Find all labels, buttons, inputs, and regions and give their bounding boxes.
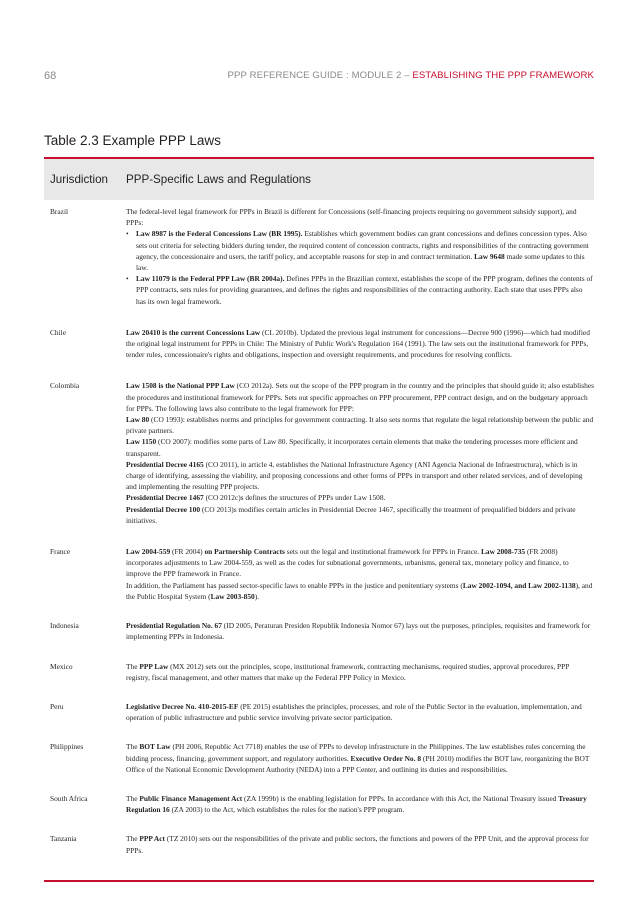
- law-name: Law 2008-735: [480, 547, 526, 557]
- jurisdiction-cell: Tanzania: [50, 834, 77, 844]
- law-text: (ZA 1999b) is the enabling legislation for PPPs. In accordance with this Act, the National Treasury issued: [242, 793, 559, 803]
- laws-cell: [126, 701, 594, 723]
- table-row: [44, 827, 594, 865]
- law-name: PPP Law: [139, 661, 169, 671]
- law-name: Presidential Decree 1467: [126, 493, 204, 503]
- law-text: (ID 2005, Peraturan Presiden Republik Indonesia Nomor 67) lays out the purposes, principles, requisites and framework for implementing PPPs in Indonesia.: [126, 621, 591, 642]
- law-paragraph: [126, 833, 594, 855]
- law-paragraph: [126, 327, 594, 361]
- law-name: Law 9648: [474, 251, 505, 261]
- laws-cell: [126, 793, 594, 815]
- law-name: Public Finance Management Act: [139, 793, 243, 803]
- law-name: PPP Act: [139, 834, 165, 844]
- table-body: [44, 200, 594, 866]
- table-row: [44, 540, 594, 614]
- law-text: The: [126, 834, 140, 844]
- law-text: (CL 2010b). Updated the previous legal instrument for concessions—Decree 900 (1996)—which had modified the original legal instrument for PPPs in Chile: The Ministry of Public Work's Regulation 164 (1991). The law sets out the institutional framework for PPPs, tender rules, concessionaire's rights and obligations, inspection and oversight requirements, and procedures for resolving conflicts.: [126, 327, 590, 360]
- jurisdiction-cell: Peru: [50, 701, 64, 711]
- table-row: [44, 787, 594, 827]
- table-row: [44, 655, 594, 695]
- laws-cell: [126, 327, 594, 361]
- law-text: Establishes which government bodies can grant concessions and defines concession types. Also sets out criteria for selecting bidders during tender, the required content of concession contracts, rights and responsibilities of the contracting government agency, the concessionaire and users, the tariff policy, and acceptable reasons for step in and contract termination.: [136, 229, 589, 261]
- law-paragraph: [126, 414, 594, 436]
- jurisdiction-cell: Chile: [50, 327, 67, 337]
- law-name: Law 2002-1094, and Law 2002-1138: [462, 580, 576, 590]
- law-name: Law 80: [126, 415, 150, 425]
- law-text: (CO 2013)s modifies certain articles in Presidential Decree 1467, specifically the treatment of prequalified bidders and private initiatives.: [126, 504, 576, 525]
- table-row: [44, 374, 594, 540]
- table-header-row: [44, 159, 594, 200]
- law-text: (CO 2007): modifies some parts of Law 80. Specifically, it incorporates certain elements that make the tendering processes more efficient and transparent.: [126, 437, 578, 458]
- law-name: Presidential Decree 100: [126, 504, 201, 514]
- laws-cell: [126, 380, 594, 526]
- law-text: The: [126, 793, 140, 803]
- laws-cell: [126, 833, 594, 855]
- law-text: (ZA 2003) to the Act, which establishes the rules for the nation's PPP program.: [169, 805, 405, 815]
- law-name: Law 1508 is the National PPP Law: [126, 381, 235, 391]
- table-bottom-rule: [44, 880, 594, 882]
- bullet-icon: •: [126, 274, 129, 284]
- running-head-prefix: PPP REFERENCE GUIDE : MODULE 2 –: [227, 70, 413, 81]
- law-text: (CO 2011), in article 4, establishes the National Infrastructure Agency (ANI Agencia Nacional de Infraestructura), which is in charge of identifying, assessing the viability, and proposing concessions and other forms of PPPs in transport and other related services, and of developing and implementing the resulting PPP projects.: [126, 459, 583, 492]
- laws-table: [44, 157, 594, 882]
- law-text: The: [126, 661, 140, 671]
- law-text: made some updates to this law.: [136, 251, 585, 273]
- law-text: Defines PPPs in the Brazilian context, establishes the scope of the PPP program, defines the contents of PPP contracts, sets rules for providing guarantees, and defines the rights and responsibilities of the contracting authority. Each state that uses PPPs also has its own legal framework.: [136, 274, 593, 306]
- law-name: Law 20410 is the current Concessions Law: [126, 327, 261, 337]
- law-paragraph: [126, 620, 594, 642]
- law-name: Presidential Regulation No. 67: [126, 621, 222, 631]
- law-name: Law 2004-559: [126, 547, 171, 557]
- law-paragraph: [126, 436, 594, 458]
- law-name: Legislative Decree No. 410-2015-EF: [126, 701, 239, 711]
- running-head: [227, 70, 594, 81]
- law-text: (FR 2008) incorporates adjustments to Law 2004-559, as well as the codes for subnational governments, urbanisms, general tax, monetary policy and finance, to improve the PPP framework in France.: [126, 547, 569, 579]
- law-name: Treasury Regulation 16: [126, 793, 587, 815]
- jurisdiction-cell: Mexico: [50, 661, 73, 671]
- law-paragraph: [126, 380, 594, 414]
- law-paragraph: [126, 504, 594, 526]
- laws-cell: [126, 206, 594, 307]
- law-text: (PH 2006, Republic Act 7718) enables the use of PPPs to develop infrastructure in the Philippines. The law establishes rules concerning the bidding process, financing, government support, and regulatory authorities.: [126, 742, 586, 763]
- law-name: Law 8987 is the Federal Concessions Law (BR 1995).: [136, 229, 303, 239]
- law-text: The federal-level legal framework for PPPs in Brazil is different for Concessions (self-financing projects requiring no government subsidy support), and PPPs:: [126, 207, 577, 228]
- law-paragraph: [126, 661, 594, 683]
- law-text: The: [126, 742, 140, 752]
- law-text: (TZ 2010) sets out the responsibilities of the private and public sectors, the functions and powers of the PPP Unit, and the approval process for PPPs.: [126, 834, 589, 855]
- law-paragraph: [126, 459, 594, 493]
- jurisdiction-cell: Philippines: [50, 742, 84, 752]
- table-row: [44, 735, 594, 787]
- jurisdiction-cell: Colombia: [50, 381, 80, 391]
- bullet-text: [136, 273, 594, 307]
- law-text: (FR 2004): [170, 547, 205, 557]
- law-name: Law 11079 is the Federal PPP Law (BR 2004a).: [136, 274, 285, 284]
- law-text: In addition, the Parliament has passed sector-specific laws to enable PPPs in the justice and penitentiary systems (: [126, 580, 463, 590]
- law-text: sets out the legal and institutional framework for PPPs in France.: [284, 547, 481, 557]
- law-paragraph: [126, 546, 594, 580]
- laws-cell: [126, 620, 594, 642]
- law-paragraph: [126, 741, 594, 775]
- law-text: ), and the Public Hospital System (: [126, 580, 593, 601]
- jurisdiction-cell: South Africa: [50, 793, 88, 803]
- law-text: ).: [254, 591, 260, 601]
- laws-cell: [126, 661, 594, 683]
- table-row: [44, 200, 594, 321]
- page-number: 68: [44, 70, 57, 82]
- law-name: on Partnership Contracts: [204, 547, 285, 557]
- law-paragraph: [126, 580, 594, 602]
- law-paragraph: [126, 793, 594, 815]
- law-name: Law 2003-850: [210, 591, 255, 601]
- law-name: BOT Law: [139, 742, 171, 752]
- jurisdiction-cell: Brazil: [50, 207, 69, 216]
- bullet-text: [136, 228, 594, 273]
- law-name: Presidential Decree 4165: [126, 459, 204, 469]
- table-row: [44, 695, 594, 735]
- law-text: (PH 2010) modifies the BOT law, reorganizing the BOT Office of the National Economic Development Authority (NEDA) into a PPP Center, and outlining its duties and responsibilities.: [126, 753, 590, 774]
- law-paragraph: [126, 701, 594, 723]
- law-text: (CO 1993): establishes norms and principles for government contracting. It also sets norms that regulate the legal relationship between the public and private partners.: [126, 415, 594, 436]
- law-name: Executive Order No. 8: [350, 753, 422, 763]
- bullet-icon: •: [126, 229, 129, 239]
- law-paragraph: [126, 492, 594, 503]
- law-paragraph: [126, 206, 594, 228]
- laws-cell: [126, 741, 594, 775]
- jurisdiction-cell: France: [50, 547, 71, 557]
- column-header-jurisdiction: Jurisdiction: [50, 173, 108, 186]
- law-text: (CO 2012a). Sets out the scope of the PPP program in the country and the principles that should guide it; also establishes the procedures and institutional framework for PPPs. Sets out specific approaches on PPP procurement, PPP contract design, and on the budgetary approach for PPPs. The following laws also contribute to the legal framework for PPP:: [126, 381, 594, 413]
- column-header-laws: PPP-Specific Laws and Regulations: [126, 173, 311, 186]
- table-title: Table 2.3 Example PPP Laws: [44, 133, 221, 148]
- law-name: Law 1150: [126, 437, 157, 447]
- laws-cell: [126, 546, 594, 602]
- table-row: [44, 321, 594, 375]
- law-text: (CO 2012c)s defines the structures of PPPs under Law 1508.: [203, 493, 386, 503]
- table-row: [44, 614, 594, 654]
- bullet-item: [126, 228, 594, 273]
- law-text: (MX 2012) sets out the principles, scope, institutional framework, contracting mechanisms, required studies, approval procedures, PPP registry, fiscal management, and other matters that make up the Federal PPP Policy in Mexico.: [126, 661, 570, 682]
- jurisdiction-cell: Indonesia: [50, 621, 79, 631]
- law-text: (PE 2015) establishes the principles, processes, and role of the Public Sector in the evaluation, implementation, and operation of public infrastructure and public service involving private sector participation.: [126, 701, 582, 723]
- running-head-accent: ESTABLISHING THE PPP FRAMEWORK: [412, 70, 594, 81]
- bullet-item: [126, 273, 594, 307]
